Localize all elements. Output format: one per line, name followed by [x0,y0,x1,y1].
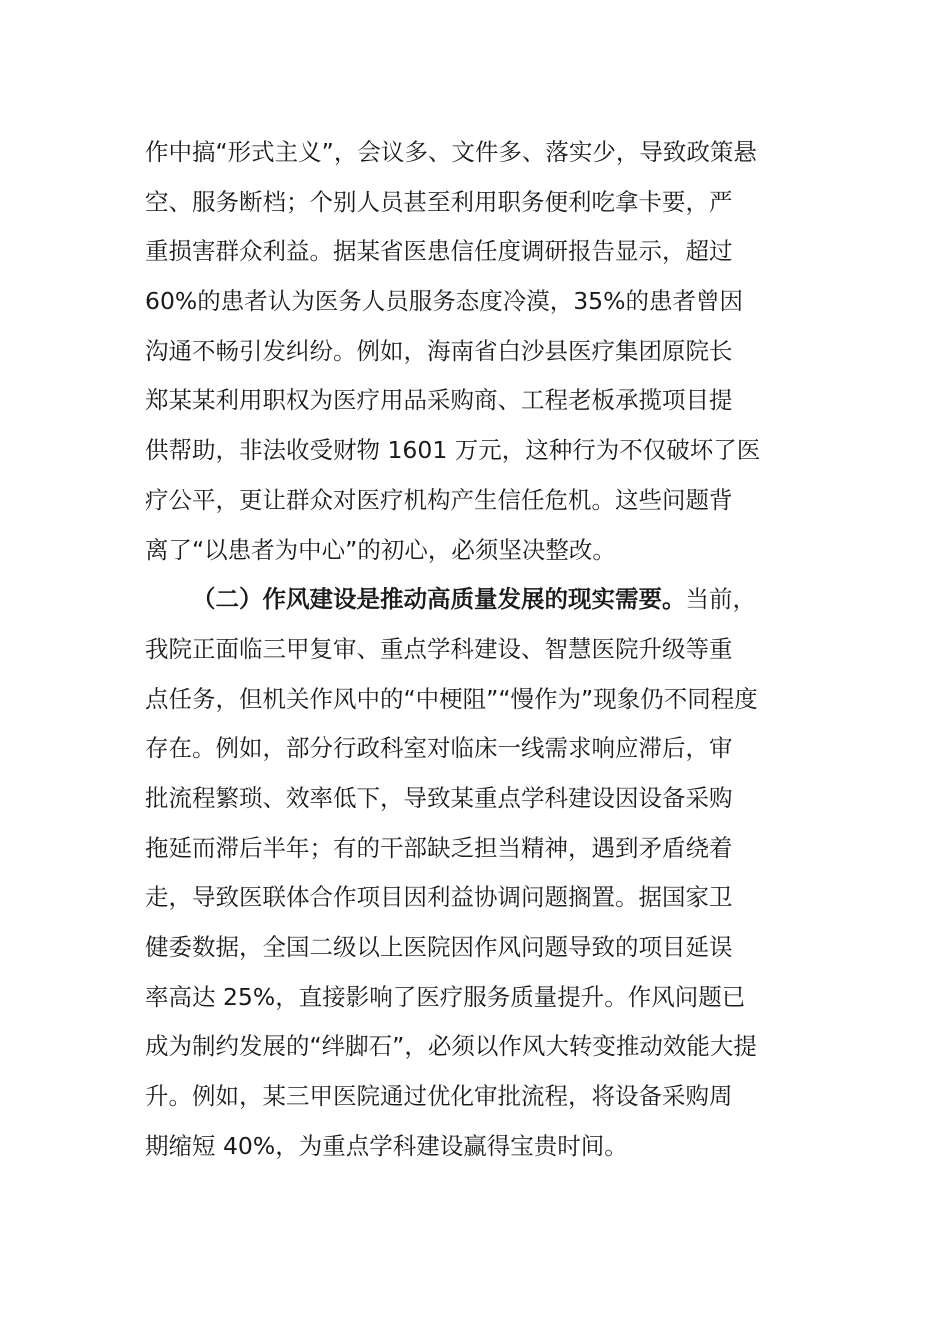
text-line: 重损害群众利益。据某省医患信任度调研报告显示，超过 [145,237,733,266]
text-line: 沟通不畅引发纠纷。例如，海南省白沙县医疗集团原院长 [145,336,733,365]
section-heading: （二）作风建设是推动高质量发展的现实需要。 [192,585,686,614]
text-fragment: 当前， [685,585,756,614]
text-line: 我院正面临三甲复审、重点学科建设、智慧医院升级等重 [145,634,733,663]
text-line: 健委数据，全国二级以上医院因作风问题导致的项目延误 [145,933,733,961]
text-line: 拖延而滞后半年；有的干部缺乏担当精神，遇到矛盾绕着 [145,833,733,862]
text-line: 供帮助，非法收受财物 1601 万元，这种行为不仅破坏了医 [145,436,761,465]
text-line: 点任务，但机关作风中的“中梗阻”“慢作为”现象仍不同程度 [145,684,758,713]
text-line: 疗公平，更让群众对医疗机构产生信任危机。这些问题背 [145,485,733,514]
text-line: 60%的患者认为医务人员服务态度冷漠，35%的患者曾因 [145,287,743,316]
text-line: 走，导致医联体合作项目因利益协调问题搁置。据国家卫 [145,883,733,912]
text-line: 成为制约发展的“绊脚石”，必须以作风大转变推动效能大提 [145,1032,757,1061]
paragraph-1 [145,128,810,575]
paragraph-2-first-line [145,575,810,625]
text-line: 升。例如，某三甲医院通过优化审批流程，将设备采购周 [145,1082,733,1111]
text-line: 率高达 25%，直接影响了医疗服务质量提升。作风问题已 [145,982,746,1011]
text-line: 期缩短 40%，为重点学科建设赢得宝贵时间。 [145,1131,628,1160]
text-line: 离了“以患者为中心”的初心，必须坚决整改。 [145,535,616,564]
text-line: 郑某某利用职权为医疗用品采购商、工程老板承揽项目提 [145,386,733,415]
text-line: 存在。例如，部分行政科室对临床一线需求响应滞后，审 [145,734,733,763]
text-line: 批流程繁琐、效率低下，导致某重点学科建设因设备采购 [145,783,733,812]
paragraph-2 [145,575,810,1171]
text-line: 空、服务断档；个别人员甚至利用职务便利吃拿卡要，严 [145,187,733,216]
document-body [145,128,810,1171]
text-line: 作中搞“形式主义”，会议多、文件多、落实少，导致政策悬 [145,138,757,166]
